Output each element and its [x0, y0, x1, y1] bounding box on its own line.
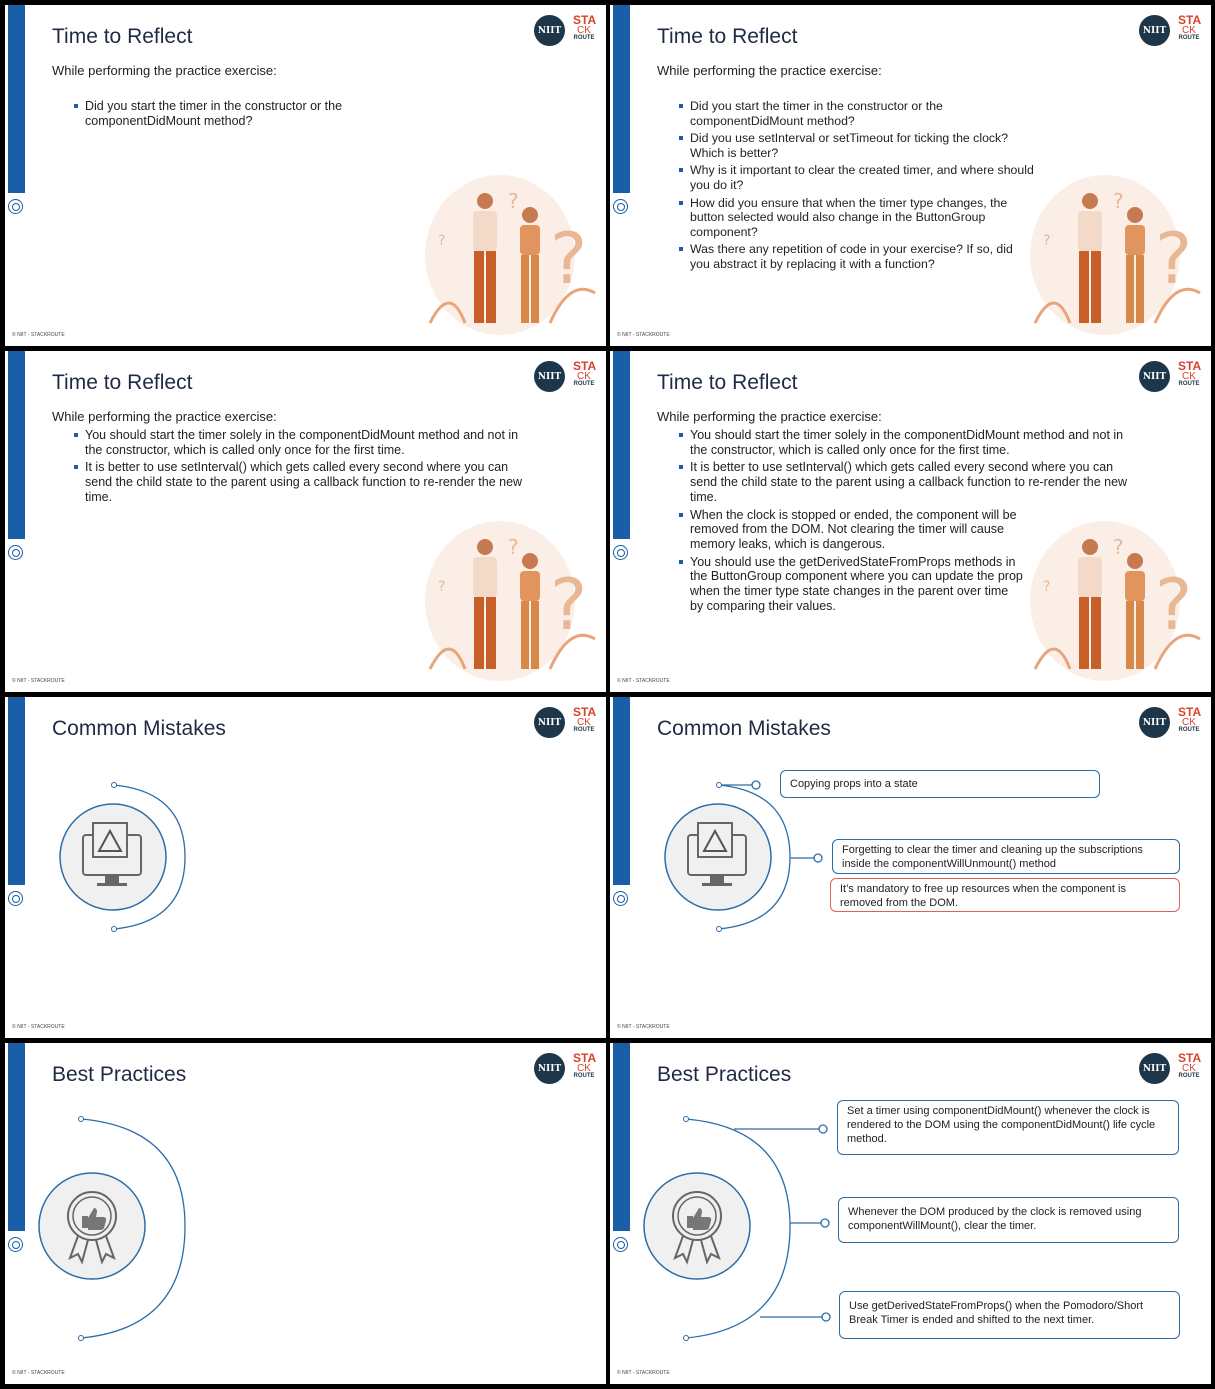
- stackroute-logo: STA CK ROUTE: [573, 1051, 597, 1079]
- monitor-warning-icon: [662, 801, 774, 913]
- thinking-people-illustration: [420, 173, 600, 338]
- footer-copyright: © NIIT - STACKROUTE: [12, 332, 65, 338]
- accent-bar: [8, 5, 25, 193]
- slide-7: [5, 1043, 606, 1384]
- niit-logo: NIIT: [1139, 15, 1170, 46]
- monitor-warning-icon: [57, 801, 169, 913]
- list-item: Why is it important to clear the created timer, and where should you do it?: [679, 163, 1034, 192]
- thinking-people-illustration: [420, 519, 600, 684]
- slide-title: Time to Reflect: [52, 25, 193, 48]
- slide-subtitle: While performing the practice exercise:: [52, 63, 277, 78]
- slide-subtitle: While performing the practice exercise:: [657, 409, 882, 424]
- accent-bar: [8, 351, 25, 539]
- list-item: Did you start the timer in the constructor or the componentDidMount method?: [74, 99, 374, 128]
- bullet-list: [679, 99, 1034, 275]
- footer-copyright: © NIIT - STACKROUTE: [12, 678, 65, 684]
- slide-title: Best Practices: [657, 1063, 792, 1086]
- niit-logo: NIIT: [1139, 361, 1170, 392]
- slide-3: [5, 351, 606, 692]
- list-item: Was there any repetition of code in your exercise? If so, did you abstract it by replacing it with a function?: [679, 242, 1034, 271]
- svg-text:?: ?: [1113, 535, 1124, 559]
- stackroute-logo: STA CK ROUTE: [1178, 1051, 1202, 1079]
- list-item: You should start the timer solely in the componentDidMount method and not in the constructor, which is called only once for the first time.: [74, 428, 534, 457]
- stackroute-logo: STA CK ROUTE: [573, 359, 597, 387]
- target-icon: [8, 199, 23, 214]
- svg-text:?: ?: [438, 233, 446, 249]
- thinking-people-illustration: [1025, 173, 1205, 338]
- bullet-list: [679, 428, 1139, 616]
- slide-subtitle: While performing the practice exercise:: [52, 409, 277, 424]
- award-thumbs-up-icon: [36, 1170, 148, 1282]
- footer-copyright: © NIIT - STACKROUTE: [12, 1370, 65, 1376]
- slide-title: Time to Reflect: [657, 25, 798, 48]
- list-item: It is better to use setInterval() which gets called every second where you can send the child state to the parent using a callback function to re-render the new time.: [679, 460, 1139, 504]
- list-item: Did you use setInterval or setTimeout for ticking the clock? Which is better?: [679, 131, 1034, 160]
- list-item: You should use the getDerivedStateFromProps methods in the ButtonGroup component where you can update the prop when the timer type state changes in the parent over time by comparing their values.: [679, 555, 1024, 614]
- mistake-note-box: It’s mandatory to free up resources when the component is removed from the DOM.: [830, 878, 1180, 912]
- slide-title: Best Practices: [52, 1063, 187, 1086]
- slide-title: Time to Reflect: [52, 371, 193, 394]
- slide-8: [610, 1043, 1211, 1384]
- svg-text:?: ?: [438, 579, 446, 595]
- footer-copyright: © NIIT - STACKROUTE: [617, 1370, 670, 1376]
- target-icon: [8, 545, 23, 560]
- slide-1: [5, 5, 606, 346]
- target-icon: [613, 199, 628, 214]
- slide-6: [610, 697, 1211, 1038]
- slide-title: Time to Reflect: [657, 371, 798, 394]
- slide-4: [610, 351, 1211, 692]
- niit-logo: NIIT: [534, 1053, 565, 1084]
- slide-title: Common Mistakes: [52, 717, 226, 740]
- niit-logo: NIIT: [534, 361, 565, 392]
- accent-bar: [613, 351, 630, 539]
- svg-text:?: ?: [1155, 218, 1193, 300]
- footer-copyright: © NIIT - STACKROUTE: [12, 1024, 65, 1030]
- niit-logo: NIIT: [1139, 1053, 1170, 1084]
- practice-box: Use getDerivedStateFromProps() when the Pomodoro/Short Break Timer is ended and shifted to the next timer.: [839, 1291, 1180, 1339]
- slide-title: Common Mistakes: [657, 717, 831, 740]
- svg-text:?: ?: [550, 564, 588, 646]
- svg-text:?: ?: [508, 189, 519, 213]
- stackroute-logo: STA CK ROUTE: [1178, 359, 1202, 387]
- list-item: When the clock is stopped or ended, the component will be removed from the DOM. Not clearing the timer will cause memory leaks, which is dangerous.: [679, 508, 1049, 552]
- footer-copyright: © NIIT - STACKROUTE: [617, 678, 670, 684]
- accent-bar: [613, 5, 630, 193]
- bullet-list: [74, 99, 374, 131]
- niit-logo: NIIT: [534, 707, 565, 738]
- slide-subtitle: While performing the practice exercise:: [657, 63, 882, 78]
- mistake-box: Forgetting to clear the timer and cleaning up the subscriptions inside the componentWillUnmount() method: [832, 839, 1180, 874]
- svg-text:?: ?: [508, 535, 519, 559]
- svg-text:?: ?: [1155, 564, 1193, 646]
- stackroute-logo: STA CK ROUTE: [1178, 13, 1202, 41]
- svg-text:?: ?: [1043, 233, 1051, 249]
- award-thumbs-up-icon: [641, 1170, 753, 1282]
- slide-2: [610, 5, 1211, 346]
- bullet-list: [74, 428, 534, 508]
- list-item: It is better to use setInterval() which gets called every second where you can send the child state to the parent using a callback function to re-render the new time.: [74, 460, 534, 504]
- practice-box: Set a timer using componentDidMount() whenever the clock is rendered to the DOM using the componentDidMount() life cycle method.: [837, 1100, 1179, 1155]
- niit-logo: NIIT: [1139, 707, 1170, 738]
- mistake-box: Copying props into a state: [780, 770, 1100, 798]
- stackroute-logo: STA CK ROUTE: [1178, 705, 1202, 733]
- stackroute-logo: STA CK ROUTE: [573, 705, 597, 733]
- list-item: Did you start the timer in the constructor or the componentDidMount method?: [679, 99, 1034, 128]
- svg-text:?: ?: [550, 218, 588, 300]
- svg-text:?: ?: [1113, 189, 1124, 213]
- list-item: How did you ensure that when the timer type changes, the button selected would also change in the ButtonGroup component?: [679, 196, 1034, 240]
- practice-box: Whenever the DOM produced by the clock is removed using componentWillMount(), clear the timer.: [838, 1197, 1179, 1243]
- list-item: You should start the timer solely in the componentDidMount method and not in the constructor, which is called only once for the first time.: [679, 428, 1139, 457]
- footer-copyright: © NIIT - STACKROUTE: [617, 332, 670, 338]
- stackroute-logo: STA CK ROUTE: [573, 13, 597, 41]
- footer-copyright: © NIIT - STACKROUTE: [617, 1024, 670, 1030]
- niit-logo: NIIT: [534, 15, 565, 46]
- slide-5: [5, 697, 606, 1038]
- target-icon: [613, 545, 628, 560]
- svg-text:?: ?: [1043, 579, 1051, 595]
